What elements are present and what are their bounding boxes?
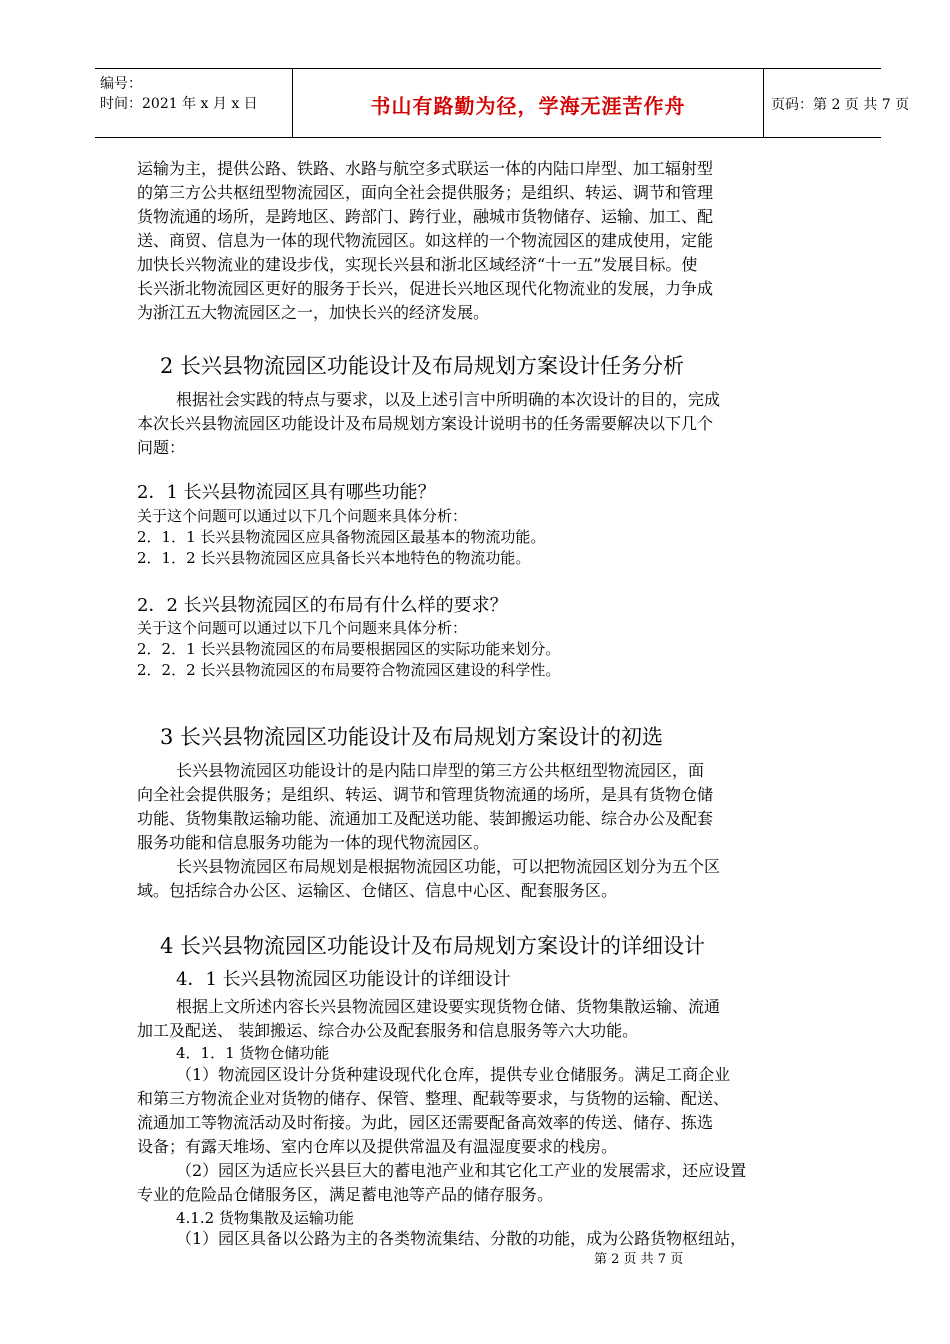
header-meta-cell (95, 69, 292, 137)
s4-1-1-line: （2）园区为适应长兴县巨大的蓄电池产业和其它化工产业的发展需求，还应设置 (176, 1161, 747, 1180)
s4-1-1-line: 专业的危险品仓储服务区，满足蓄电池等产品的储存服务。 (137, 1185, 554, 1204)
page-footer: 第 2 页 共 7 页 (594, 1252, 684, 1267)
intro-line: 送、商贸、信息为一体的现代物流园区。如这样的一个物流园区的建成使用，定能 (137, 231, 714, 250)
intro-line: 货物流通的场所，是跨地区、跨部门、跨行业，融城市货物储存、运输、加工、配 (137, 207, 714, 226)
header-motto: 书山有路勤为径，学海无涯苦作舟 (370, 94, 686, 118)
s2-2-line: 关于这个问题可以通过以下几个问题来具体分析： (137, 619, 468, 637)
s4-1-1-line: 设备；有露天堆场、室内仓库以及提供常温及有温湿度要求的栈房。 (137, 1137, 618, 1156)
s2-2-line: 2．2．1 长兴县物流园区的布局要根据园区的实际功能来划分。 (137, 640, 561, 658)
s3-para-line: 服务功能和信息服务功能为一体的现代物流园区。 (137, 833, 490, 852)
page-header (95, 68, 910, 138)
s2-para-line: 问题： (137, 438, 186, 457)
s3-para-line: 长兴县物流园区功能设计的是内陆口岸型的第三方公共枢纽型物流园区，面 (176, 761, 705, 780)
intro-line: 加快长兴物流业的建设步伐，实现长兴县和浙北区域经济“十一五”发展目标。使 (137, 255, 698, 274)
intro-line: 为浙江五大物流园区之一，加快长兴的经济发展。 (137, 303, 490, 322)
section-3-heading: 3 长兴县物流园区功能设计及布局规划方案设计的初选 (160, 725, 664, 749)
s4-1-1-line: （1）物流园区设计分货种建设现代化仓库，提供专业仓储服务。满足工商企业 (176, 1065, 731, 1084)
s2-para-line: 本次长兴县物流园区功能设计及布局规划方案设计说明书的任务需要解决以下几个 (137, 414, 714, 433)
doc-number-label: 编号： (100, 76, 142, 92)
s3-para-line: 功能、货物集散运输功能、流通加工及配送功能、装卸搬运功能、综合办公及配套 (137, 809, 714, 828)
s4-1-heading: 4．1 长兴县物流园区功能设计的详细设计 (176, 969, 511, 990)
header-page-info: 页码：第 2 页 共 7 页 (771, 97, 910, 113)
s2-1-line: 2．1．2 长兴县物流园区应具备长兴本地特色的物流功能。 (137, 549, 531, 567)
s3-para-line: 域。包括综合办公区、运输区、仓储区、信息中心区、配套服务区。 (137, 881, 618, 900)
header-page-cell (763, 69, 910, 137)
s2-para-line: 根据社会实践的特点与要求，以及上述引言中所明确的本次设计的目的，完成 (176, 390, 721, 409)
intro-line: 运输为主，提供公路、铁路、水路与航空多式联运一体的内陆口岸型、加工辐射型 (137, 159, 714, 178)
s2-2-heading: 2．2 长兴县物流园区的布局有什么样的要求？ (137, 595, 508, 616)
s4-para-line: 加工及配送、 装卸搬运、综合办公及配套服务和信息服务等六大功能。 (137, 1021, 639, 1040)
s4-1-1-heading: 4．1．1 货物仓储功能 (176, 1044, 330, 1062)
intro-line: 长兴浙北物流园区更好的服务于长兴，促进长兴地区现代化物流业的发展，力争成 (137, 279, 714, 298)
s2-2-line: 2．2．2 长兴县物流园区的布局要符合物流园区建设的科学性。 (137, 661, 561, 679)
s3-para-line: 向全社会提供服务；是组织、转运、调节和管理货物流通的场所，是具有货物仓储 (137, 785, 714, 804)
s4-1-2-heading: 4.1.2 货物集散及运输功能 (176, 1209, 354, 1227)
s4-1-2-line: （1）园区具备以公路为主的各类物流集结、分散的功能，成为公路货物枢纽站， (176, 1229, 747, 1248)
s4-para-line: 根据上文所述内容长兴县物流园区建设要实现货物仓储、货物集散运输、流通 (176, 997, 721, 1016)
s2-1-line: 2．1．1 长兴县物流园区应具备物流园区最基本的物流功能。 (137, 528, 546, 546)
intro-line: 的第三方公共枢纽型物流园区，面向全社会提供服务；是组织、转运、调节和管理 (137, 183, 714, 202)
s3-para-line: 长兴县物流园区布局规划是根据物流园区功能，可以把物流园区划分为五个区 (176, 857, 721, 876)
s4-1-1-line: 和第三方物流企业对货物的储存、保管、整理、配载等要求，与货物的运输、配送、 (137, 1089, 730, 1108)
header-motto-cell (292, 69, 764, 137)
section-4-heading: 4 长兴县物流园区功能设计及布局规划方案设计的详细设计 (160, 934, 706, 958)
section-2-heading: 2 长兴县物流园区功能设计及布局规划方案设计任务分析 (160, 354, 685, 378)
doc-date-label: 时间：2021 年 x 月 x 日 (100, 96, 258, 112)
s2-1-heading: 2．1 长兴县物流园区具有哪些功能？ (137, 482, 436, 503)
s4-1-1-line: 流通加工等物流活动及时衔接。为此，园区还需要配备高效率的传送、储存、拣选 (137, 1113, 714, 1132)
s2-1-line: 关于这个问题可以通过以下几个问题来具体分析： (137, 507, 468, 525)
